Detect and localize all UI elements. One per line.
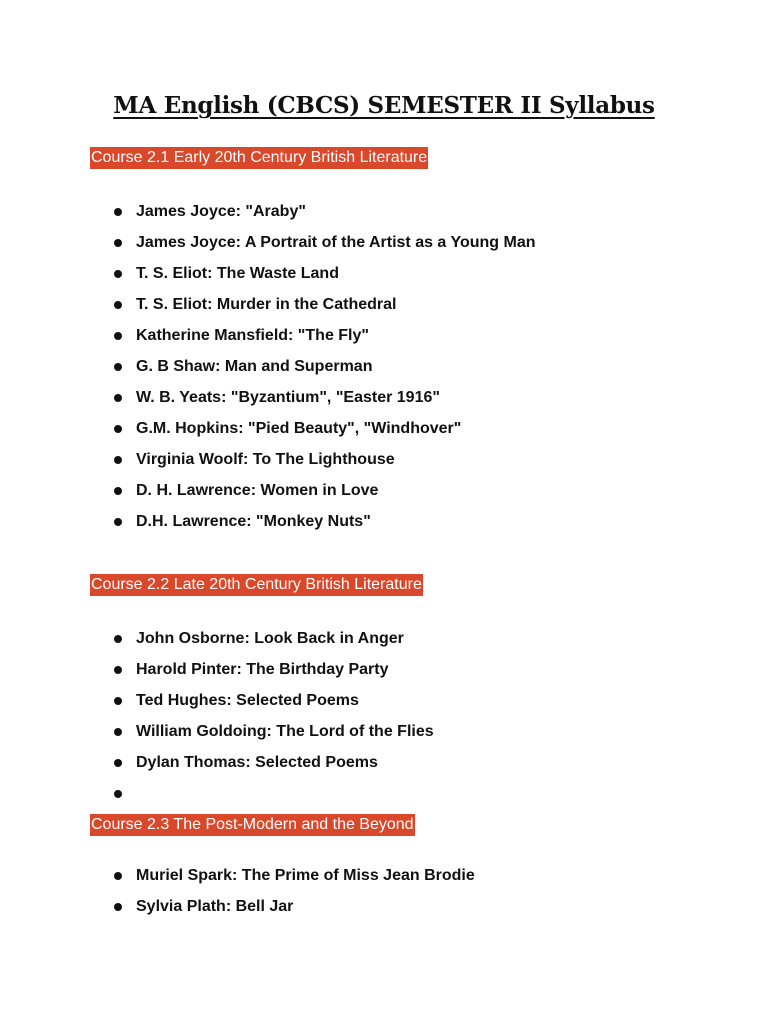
list-item — [90, 660, 730, 691]
list-item-text: John Osborne: Look Back in Anger — [136, 630, 404, 647]
bullet-icon — [114, 903, 122, 911]
list-item — [90, 897, 730, 928]
course-heading-2-3: Course 2.3 The Post-Modern and the Beyond — [90, 814, 415, 836]
bullet-icon — [114, 697, 122, 705]
list-item — [90, 784, 730, 815]
list-item-text: W. B. Yeats: "Byzantium", "Easter 1916" — [136, 389, 440, 406]
course-section-2-2 — [90, 574, 730, 815]
book-list-2-3 — [90, 866, 730, 928]
bullet-icon — [114, 270, 122, 278]
bullet-icon — [114, 425, 122, 433]
list-item-text: Virginia Woolf: To The Lighthouse — [136, 451, 395, 468]
list-item-text: T. S. Eliot: Murder in the Cathedral — [136, 296, 397, 313]
list-item-text: James Joyce: "Araby" — [136, 203, 306, 220]
list-item — [90, 753, 730, 784]
list-item-text: Ted Hughes: Selected Poems — [136, 692, 359, 709]
bullet-icon — [114, 635, 122, 643]
list-item-text: Sylvia Plath: Bell Jar — [136, 898, 294, 915]
page-title: MA English (CBCS) SEMESTER II Syllabus — [113, 92, 655, 119]
list-item — [90, 512, 730, 543]
list-item-text: Katherine Mansfield: "The Fly" — [136, 327, 369, 344]
list-item — [90, 722, 730, 753]
bullet-icon — [114, 666, 122, 674]
bullet-icon — [114, 759, 122, 767]
list-item — [90, 202, 730, 233]
bullet-icon — [114, 239, 122, 247]
course-section-2-1 — [90, 147, 730, 543]
list-item-text: Harold Pinter: The Birthday Party — [136, 661, 389, 678]
bullet-icon — [114, 208, 122, 216]
book-list-2-1 — [90, 202, 730, 543]
book-list-2-2 — [90, 629, 730, 815]
bullet-icon — [114, 456, 122, 464]
list-item-text: James Joyce: A Portrait of the Artist as a Young Man — [136, 234, 536, 251]
list-item — [90, 326, 730, 357]
bullet-icon — [114, 487, 122, 495]
bullet-icon — [114, 790, 122, 798]
list-item-text: Dylan Thomas: Selected Poems — [136, 754, 378, 771]
list-item-text: Muriel Spark: The Prime of Miss Jean Brodie — [136, 867, 475, 884]
list-item-text: D. H. Lawrence: Women in Love — [136, 482, 379, 499]
list-item-text: William Goldoing: The Lord of the Flies — [136, 723, 434, 740]
course-heading-2-1: Course 2.1 Early 20th Century British Literature — [90, 147, 428, 169]
list-item-text: G.M. Hopkins: "Pied Beauty", "Windhover" — [136, 420, 462, 437]
list-item — [90, 691, 730, 722]
list-item — [90, 233, 730, 264]
bullet-icon — [114, 394, 122, 402]
list-item — [90, 388, 730, 419]
list-item-text: D.H. Lawrence: "Monkey Nuts" — [136, 513, 371, 530]
list-item — [90, 264, 730, 295]
course-heading-2-2: Course 2.2 Late 20th Century British Literature — [90, 574, 423, 596]
list-item — [90, 357, 730, 388]
list-item — [90, 481, 730, 512]
bullet-icon — [114, 728, 122, 736]
bullet-icon — [114, 872, 122, 880]
course-section-2-3 — [90, 814, 730, 928]
list-item — [90, 419, 730, 450]
list-item-text: G. B Shaw: Man and Superman — [136, 358, 373, 375]
list-item — [90, 450, 730, 481]
bullet-icon — [114, 518, 122, 526]
list-item-text: T. S. Eliot: The Waste Land — [136, 265, 339, 282]
list-item — [90, 629, 730, 660]
list-item — [90, 866, 730, 897]
list-item — [90, 295, 730, 326]
bullet-icon — [114, 301, 122, 309]
bullet-icon — [114, 363, 122, 371]
bullet-icon — [114, 332, 122, 340]
